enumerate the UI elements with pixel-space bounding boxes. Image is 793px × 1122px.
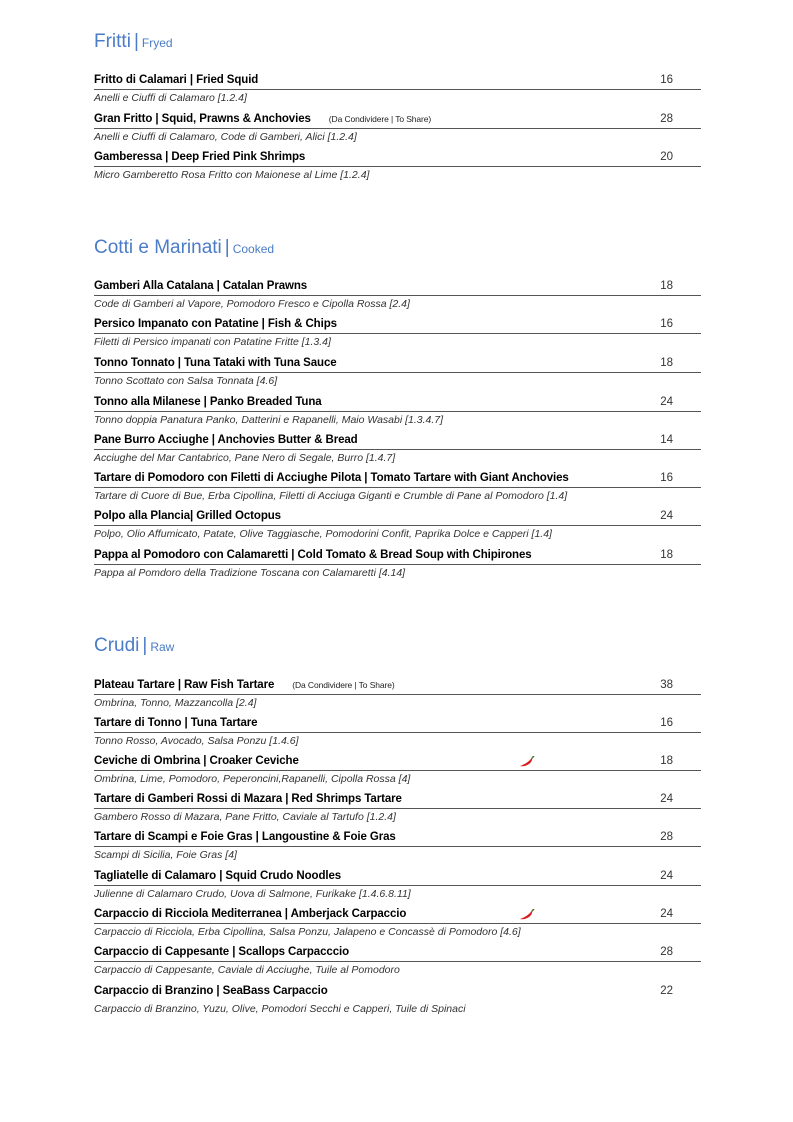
menu-item xyxy=(94,357,701,395)
item-divider xyxy=(94,333,701,334)
menu-item xyxy=(94,472,701,510)
heading-separator: | xyxy=(142,635,148,656)
item-name-wrap xyxy=(94,113,431,125)
item-description: Julienne di Calamaro Crudo, Uova di Salmone, Furikake [1.4.6.8.11] xyxy=(94,888,411,900)
section-subtitle: Cooked xyxy=(232,242,275,256)
item-divider xyxy=(94,128,701,129)
item-description: Carpaccio di Ricciola, Erba Cipollina, Salsa Ponzu, Jalapeno e Concassè di Pomodoro [4.6] xyxy=(94,926,521,938)
item-divider xyxy=(94,89,701,90)
item-name: Carpaccio di Ricciola Mediterranea | Amberjack Carpaccio xyxy=(94,908,407,920)
item-name: Persico Impanato con Patatine | Fish & Chips xyxy=(94,318,337,330)
item-divider xyxy=(94,732,701,733)
item-description: Filetti di Persico impanati con Patatine Fritte [1.3.4] xyxy=(94,336,331,348)
menu-item xyxy=(94,908,701,946)
item-description: Tonno Rosso, Avocado, Salsa Ponzu [1.4.6] xyxy=(94,735,299,747)
item-name: Tagliatelle di Calamaro | Squid Crudo Noodles xyxy=(94,870,342,882)
item-price: 28 xyxy=(660,831,673,843)
section-heading xyxy=(94,31,173,53)
item-price: 22 xyxy=(660,985,673,997)
item-name: Carpaccio di Branzino | SeaBass Carpaccio xyxy=(94,985,328,997)
menu-item xyxy=(94,679,701,717)
item-price: 16 xyxy=(660,74,673,86)
item-divider xyxy=(94,770,701,771)
item-name: Tonno alla Milanese | Panko Breaded Tuna xyxy=(94,396,322,408)
item-divider xyxy=(94,411,701,412)
menu-item xyxy=(94,755,701,793)
item-description: Ombrina, Lime, Pomodoro, Peperoncini,Rapanelli, Cipolla Rossa [4] xyxy=(94,773,411,785)
section-heading xyxy=(94,635,174,657)
section-title: Crudi xyxy=(94,635,140,656)
item-description: Acciughe del Mar Cantabrico, Pane Nero di Segale, Burro [1.4.7] xyxy=(94,452,396,464)
item-price: 24 xyxy=(660,908,673,920)
item-divider xyxy=(94,961,701,962)
item-divider xyxy=(94,923,701,924)
heading-separator: | xyxy=(224,237,230,258)
item-name: Plateau Tartare | Raw Fish Tartare xyxy=(94,679,275,691)
menu-item xyxy=(94,549,701,587)
item-price: 24 xyxy=(660,396,673,408)
item-share-note: (Da Condividere | To Share) xyxy=(328,114,432,124)
item-name-wrap xyxy=(94,151,305,163)
item-price: 16 xyxy=(660,472,673,484)
heading-separator: | xyxy=(133,31,139,52)
item-price: 16 xyxy=(660,717,673,729)
menu-item xyxy=(94,870,701,908)
menu-item xyxy=(94,434,701,472)
item-price: 18 xyxy=(660,549,673,561)
section-subtitle: Fryed xyxy=(141,36,173,50)
menu-item xyxy=(94,831,701,869)
item-description: Micro Gamberetto Rosa Fritto con Maionese al Lime [1.2.4] xyxy=(94,169,370,181)
menu-item xyxy=(94,985,701,1023)
item-name: Carpaccio di Cappesante | Scallops Carpacccio xyxy=(94,946,350,958)
menu-item xyxy=(94,151,701,189)
item-divider xyxy=(94,564,701,565)
item-price: 18 xyxy=(660,357,673,369)
item-name: Tartare di Scampi e Foie Gras | Langoustine & Foie Gras xyxy=(94,831,396,843)
item-description: Gambero Rosso di Mazara, Pane Fritto, Caviale al Tartufo [1.2.4] xyxy=(94,811,396,823)
item-divider xyxy=(94,372,701,373)
item-divider xyxy=(94,808,701,809)
menu-item xyxy=(94,280,701,318)
item-price: 24 xyxy=(660,510,673,522)
item-name-wrap xyxy=(94,74,258,86)
section-title: Cotti e Marinati xyxy=(94,237,222,258)
item-name: Pappa al Pomodoro con Calamaretti | Cold Tomato & Bread Soup with Chipirones xyxy=(94,549,532,561)
item-description: Tartare di Cuore di Bue, Erba Cipollina, Filetti di Acciuga Giganti e Crumble di Pane al Pomodoro [1.4] xyxy=(94,490,568,502)
item-price: 20 xyxy=(660,151,673,163)
item-name: Gamberessa | Deep Fried Pink Shrimps xyxy=(94,151,306,163)
item-description: Polpo, Olio Affumicato, Patate, Olive Taggiasche, Pomodorini Confit, Paprika Dolce e Capperi [1.4] xyxy=(94,528,552,540)
chili-pepper-icon xyxy=(519,909,535,921)
menu-item xyxy=(94,793,701,831)
item-name: Fritto di Calamari | Fried Squid xyxy=(94,74,259,86)
item-description: Code di Gamberi al Vapore, Pomodoro Fresco e Cipolla Rossa [2.4] xyxy=(94,298,410,310)
item-description: Tonno doppia Panatura Panko, Datterini e Rapanelli, Maio Wasabi [1.3.4.7] xyxy=(94,414,444,426)
item-price: 24 xyxy=(660,793,673,805)
item-divider xyxy=(94,694,701,695)
item-divider xyxy=(94,846,701,847)
item-description: Scampi di Sicilia, Foie Gras [4] xyxy=(94,849,237,861)
item-description: Anelli e Ciuffi di Calamaro, Code di Gamberi, Alici [1.2.4] xyxy=(94,131,357,143)
item-price: 16 xyxy=(660,318,673,330)
section-title: Fritti xyxy=(94,31,131,52)
item-name: Tartare di Pomodoro con Filetti di Acciughe Pilota | Tomato Tartare with Giant Anchovies xyxy=(94,472,569,484)
item-description: Anelli e Ciuffi di Calamaro [1.2.4] xyxy=(94,92,247,104)
item-description: Ombrina, Tonno, Mazzancolla [2.4] xyxy=(94,697,257,709)
item-price: 18 xyxy=(660,280,673,292)
section-subtitle: Raw xyxy=(150,640,175,654)
item-divider xyxy=(94,885,701,886)
item-price: 14 xyxy=(660,434,673,446)
menu-item xyxy=(94,717,701,755)
item-name: Pane Burro Acciughe | Anchovies Butter & Bread xyxy=(94,434,358,446)
item-description: Carpaccio di Cappesante, Caviale di Acciughe, Tuile al Pomodoro xyxy=(94,964,400,976)
item-price: 18 xyxy=(660,755,673,767)
menu-item xyxy=(94,113,701,151)
item-divider xyxy=(94,295,701,296)
item-name: Tonno Tonnato | Tuna Tataki with Tuna Sauce xyxy=(94,357,337,369)
item-price: 28 xyxy=(660,113,673,125)
section-heading xyxy=(94,237,274,259)
item-name: Ceviche di Ombrina | Croaker Ceviche xyxy=(94,755,299,767)
menu-item xyxy=(94,396,701,434)
item-share-note: (Da Condividere | To Share) xyxy=(292,680,395,690)
item-price: 28 xyxy=(660,946,673,958)
item-name: Gran Fritto | Squid, Prawns & Anchovies xyxy=(94,113,311,125)
item-divider xyxy=(94,166,701,167)
chili-pepper-icon xyxy=(519,756,535,768)
menu-item xyxy=(94,510,701,548)
item-divider xyxy=(94,449,701,450)
item-divider xyxy=(94,525,701,526)
item-name: Gamberi Alla Catalana | Catalan Prawns xyxy=(94,280,308,292)
item-price: 38 xyxy=(660,679,673,691)
item-name: Tartare di Tonno | Tuna Tartare xyxy=(94,717,258,729)
item-description: Tonno Scottato con Salsa Tonnata [4.6] xyxy=(94,375,278,387)
item-name-wrap xyxy=(94,679,395,691)
menu-item xyxy=(94,946,701,984)
menu-item xyxy=(94,318,701,356)
item-name: Polpo alla Plancia| Grilled Octopus xyxy=(94,510,281,522)
item-description: Carpaccio di Branzino, Yuzu, Olive, Pomodori Secchi e Capperi, Tuile di Spinaci xyxy=(94,1003,466,1015)
item-name: Tartare di Gamberi Rossi di Mazara | Red Shrimps Tartare xyxy=(94,793,402,805)
item-description: Pappa al Pomdoro della Tradizione Toscana con Calamaretti [4.14] xyxy=(94,567,406,579)
item-price: 24 xyxy=(660,870,673,882)
item-divider xyxy=(94,487,701,488)
menu-item xyxy=(94,74,701,112)
